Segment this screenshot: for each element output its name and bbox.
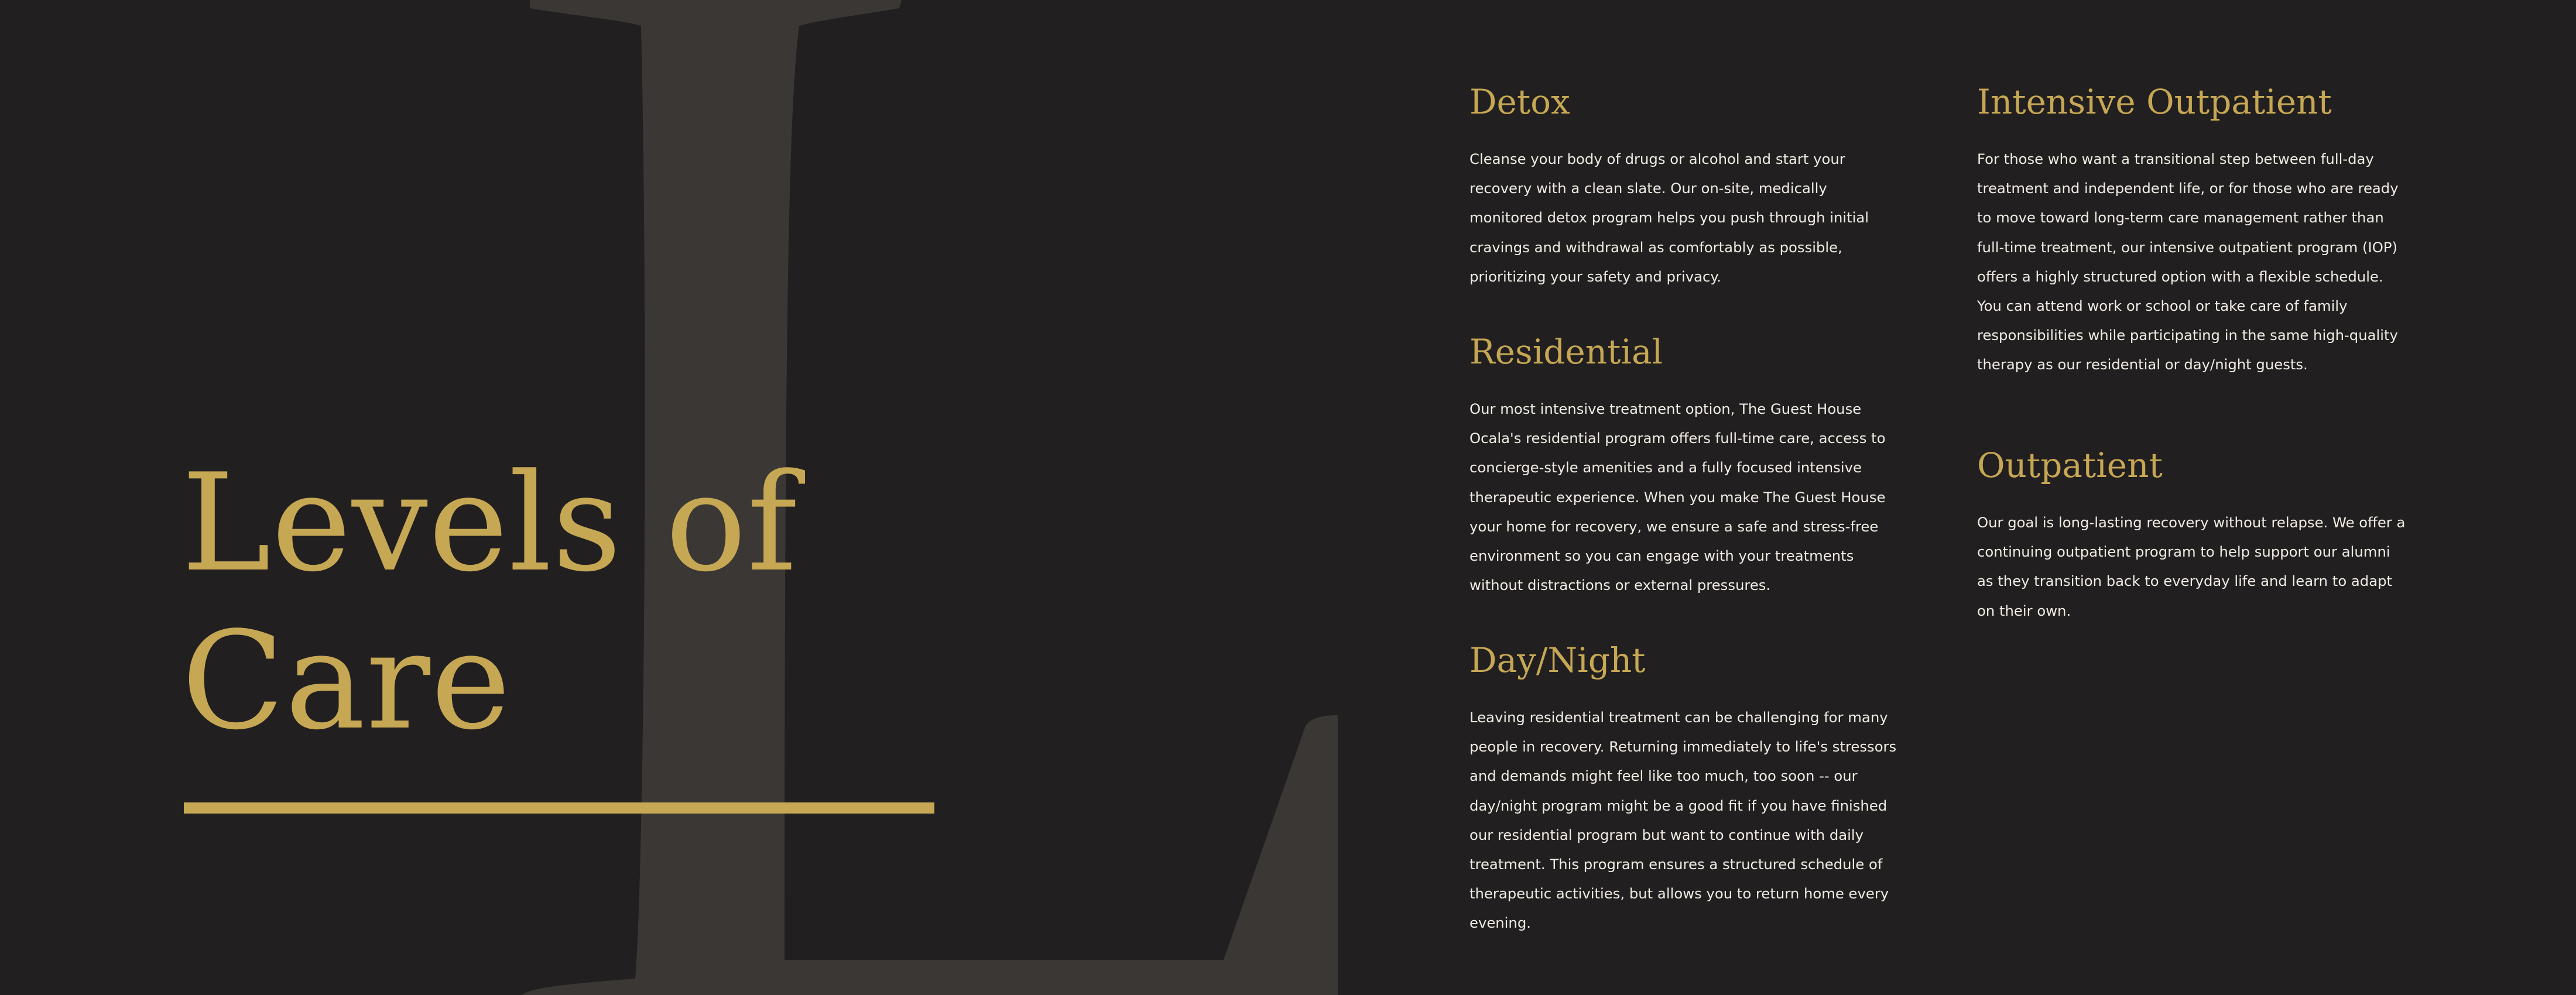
- page-title-line-1: Levels of: [181, 445, 798, 602]
- section-heading-intensive-outpatient: Intensive Outpatient: [1977, 82, 2332, 122]
- section-body-detox: Cleanse your body of drugs or alcohol and start your recovery with a clean slate. Our on-site, medically monitored detox program helps you push through initial cravings and withdrawal as comfortably as possible, prioritizing your safety and privacy.: [1469, 150, 1869, 285]
- section-body-day-night: Leaving residential treatment can be challenging for many people in recovery. Returning immediately to life's stressors and demands might feel like too much, too soon -- our day/night program might be a good fit if you have finished our residential program but want to continue with daily treatment. This program ensures a structured schedule of therapeutic activities, but allows you to return home every evening.: [1469, 709, 1897, 932]
- section-heading-day-night: Day/Night: [1469, 640, 1646, 680]
- section-body-intensive-outpatient: For those who want a transitional step between full-day treatment and independent life, or for those who are ready to move toward long-term care management rather than full-time treatment, our intensive outpatient program (IOP) offers a highly structured option with a flexible schedule. You can attend work or school or take care of family responsibilities while participating in the same high-quality therapy as our residential or day/night guests.: [1977, 150, 2399, 373]
- section-residential: [1469, 329, 1903, 600]
- section-heading-outpatient: Outpatient: [1977, 445, 2163, 485]
- section-day-night: [1469, 637, 1903, 938]
- section-detox: [1469, 79, 1903, 291]
- section-heading-detox: Detox: [1469, 82, 1570, 122]
- section-heading-residential: Residential: [1469, 332, 1663, 372]
- page-title-line-2: Care: [181, 603, 512, 760]
- section-intensive-outpatient: [1977, 79, 2410, 380]
- section-body-residential: Our most intensive treatment option, The Guest House Ocala's residential program offers full-time care, access to concierge-style amenities and a fully focused intensive therapeutic experience. When you make The Guest House your home for recovery, we ensure a safe and stress-free environment so you can engage with your treatments without distractions or external pressures.: [1469, 400, 1886, 594]
- title-underline: [184, 802, 934, 814]
- section-outpatient: [1977, 442, 2410, 626]
- page-title: [181, 445, 797, 761]
- section-body-outpatient: Our goal is long-lasting recovery without relapse. We offer a continuing outpatient program to help support our alumni as they transition back to everyday life and learn to adapt on their own.: [1977, 514, 2406, 619]
